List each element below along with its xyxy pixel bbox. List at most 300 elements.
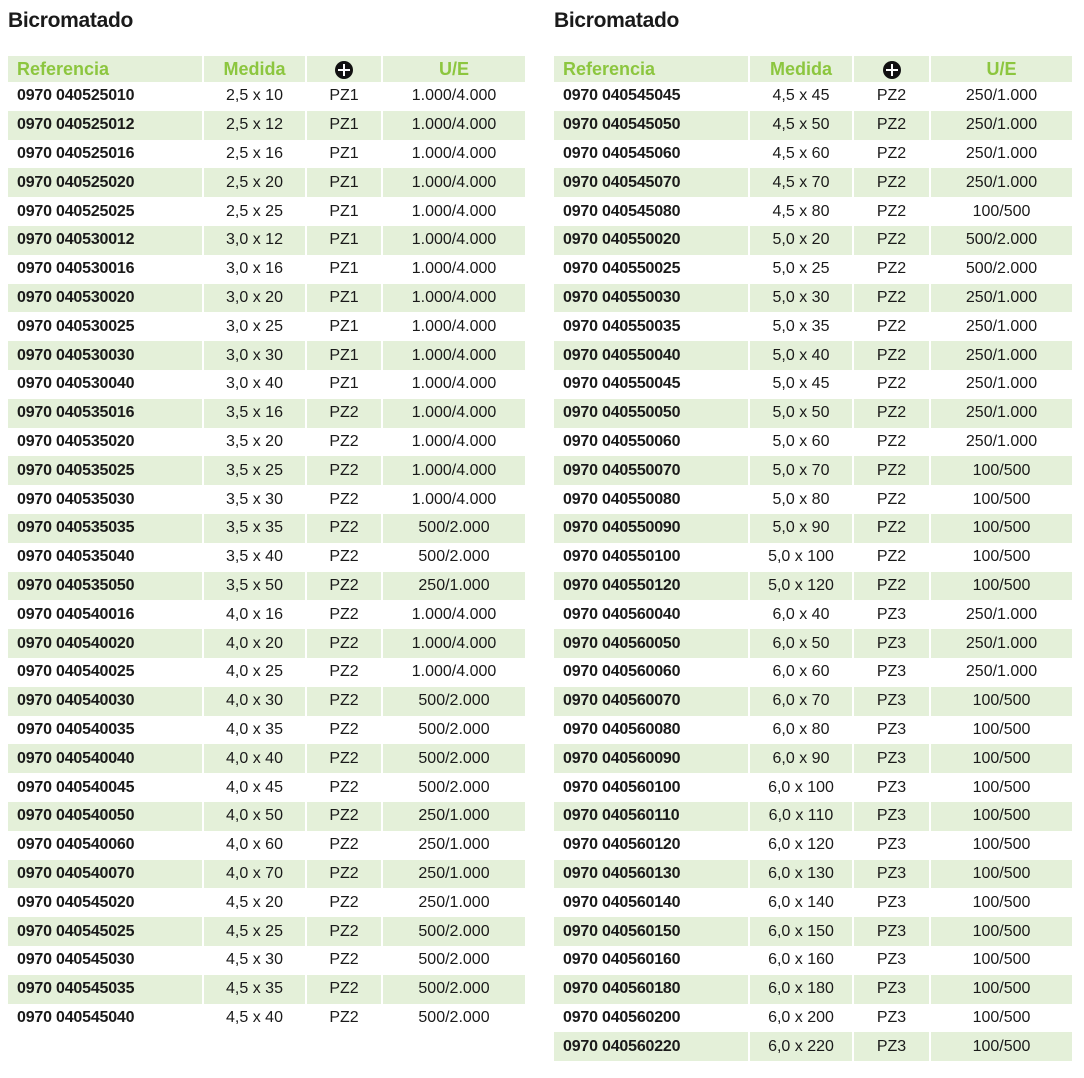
medida-cell: 5,0 x 20 [749,226,853,255]
medida-cell: 6,0 x 100 [749,773,853,802]
table-row [554,1004,1072,1033]
table-row [8,456,525,485]
table-row [554,111,1072,140]
ue-cell: 100/500 [972,202,1031,220]
ref-cell: 0970 040550025 [554,255,749,284]
table-row [8,946,525,975]
medida-cell: 4,0 x 25 [203,658,306,687]
ue-cell: 1.000/4.000 [411,490,497,508]
drive-cell: PZ2 [306,687,382,716]
table-row [554,687,1072,716]
ue-cell: 100/500 [930,802,1072,831]
table-row [554,860,1072,889]
ue-cell: 500/2.000 [965,260,1038,278]
table-row [8,572,525,601]
medida-cell: 4,0 x 16 [203,600,306,629]
ue-cell: 250/1.000 [930,284,1072,313]
ue-cell: 250/1.000 [418,893,490,911]
table-row [8,341,525,370]
ue-cell: 1.000/4.000 [411,317,497,335]
medida-cell: 4,5 x 70 [749,168,853,197]
medida-cell: 3,5 x 35 [203,514,306,543]
table-row [8,1004,525,1033]
product-table [8,56,525,1032]
ref-cell: 0970 040525020 [8,168,203,197]
ue-cell: 100/500 [972,893,1031,911]
drive-cell: PZ2 [853,543,930,572]
drive-cell: PZ2 [306,831,382,860]
drive-cell: PZ2 [306,629,382,658]
table-row [8,140,525,169]
drive-cell: PZ3 [853,946,930,975]
drive-cell: PZ2 [853,485,930,514]
table-row [554,888,1072,917]
medida-cell: 2,5 x 12 [203,111,306,140]
table-row [8,370,525,399]
medida-cell: 4,5 x 20 [203,888,306,917]
medida-cell: 6,0 x 160 [749,946,853,975]
medida-cell: 5,0 x 80 [749,485,853,514]
ue-cell: 500/2.000 [418,720,490,738]
ref-cell: 0970 040535030 [8,485,203,514]
table-row [554,82,1072,111]
ref-cell: 0970 040540045 [8,773,203,802]
ue-cell: 100/500 [972,836,1031,854]
ref-cell: 0970 040550020 [554,226,749,255]
medida-cell: 5,0 x 100 [749,543,853,572]
ref-cell: 0970 040540050 [8,802,203,831]
medida-cell: 3,5 x 20 [203,428,306,457]
table-row [554,975,1072,1004]
table-row [554,428,1072,457]
medida-cell: 3,0 x 25 [203,312,306,341]
table-row [554,456,1072,485]
drive-cell: PZ2 [853,197,930,226]
drive-cell: PZ2 [306,428,382,457]
ref-cell: 0970 040560200 [554,1004,749,1033]
ue-cell: 500/2.000 [382,687,525,716]
drive-cell: PZ2 [306,946,382,975]
table-row [8,514,525,543]
ue-cell: 100/500 [972,1008,1031,1026]
left-section [8,0,525,1032]
ref-cell: 0970 040535016 [8,399,203,428]
drive-cell: PZ2 [853,456,930,485]
ue-cell: 250/1.000 [382,572,525,601]
ref-cell: 0970 040530020 [8,284,203,313]
drive-cell: PZ2 [306,399,382,428]
drive-cell: PZ2 [853,428,930,457]
table-row [554,226,1072,255]
ref-cell: 0970 040550120 [554,572,749,601]
table-row [8,917,525,946]
medida-cell: 6,0 x 120 [749,831,853,860]
drive-cell: PZ1 [306,370,382,399]
drive-cell: PZ3 [853,860,930,889]
table-row [8,658,525,687]
ue-cell: 1.000/4.000 [382,226,525,255]
drive-cell: PZ2 [853,226,930,255]
ref-cell: 0970 040545045 [554,82,749,111]
medida-cell: 3,0 x 12 [203,226,306,255]
medida-cell: 4,0 x 20 [203,629,306,658]
table-row [8,226,525,255]
ue-cell: 1.000/4.000 [411,260,497,278]
table-row [554,312,1072,341]
table-row [554,284,1072,313]
drive-cell: PZ2 [306,572,382,601]
drive-cell: PZ1 [306,312,382,341]
table-row [554,572,1072,601]
table-row [554,197,1072,226]
section-title: Bicromatado [8,9,134,32]
table-row [8,284,525,313]
ref-cell: 0970 040560050 [554,629,749,658]
ref-cell: 0970 040540035 [8,716,203,745]
drive-cell: PZ3 [853,975,930,1004]
ref-cell: 0970 040535020 [8,428,203,457]
medida-cell: 6,0 x 150 [749,917,853,946]
ue-cell: 250/1.000 [965,605,1038,623]
drive-cell: PZ3 [853,716,930,745]
table-row [8,485,525,514]
drive-cell: PZ2 [853,370,930,399]
table-row [554,629,1072,658]
product-table [554,56,1072,1061]
drive-cell: PZ3 [853,831,930,860]
ue-cell: 100/500 [930,572,1072,601]
medida-cell: 6,0 x 220 [749,1032,853,1061]
ref-cell: 0970 040560040 [554,600,749,629]
drive-cell: PZ3 [853,917,930,946]
ue-cell: 500/2.000 [382,975,525,1004]
ref-cell: 0970 040540070 [8,860,203,889]
ue-cell: 500/2.000 [418,548,490,566]
header-drive [853,56,930,82]
drive-cell: PZ1 [306,140,382,169]
medida-cell: 3,0 x 16 [203,255,306,284]
ref-cell: 0970 040525012 [8,111,203,140]
ref-cell: 0970 040545070 [554,168,749,197]
medida-cell: 6,0 x 80 [749,716,853,745]
ref-cell: 0970 040560180 [554,975,749,1004]
ue-cell: 100/500 [930,744,1072,773]
drive-cell: PZ2 [853,572,930,601]
table-row [554,543,1072,572]
ref-cell: 0970 040525025 [8,197,203,226]
table-header-row [8,56,525,82]
table-row [8,716,525,745]
header-medida: Medida [749,56,853,82]
ue-cell: 1.000/4.000 [411,144,497,162]
table-row [8,629,525,658]
phillips-cross-icon [883,61,901,79]
drive-cell: PZ3 [853,802,930,831]
medida-cell: 3,5 x 40 [203,543,306,572]
ref-cell: 0970 040535040 [8,543,203,572]
drive-cell: PZ1 [306,255,382,284]
ue-cell: 500/2.000 [418,951,490,969]
ue-cell: 500/2.000 [930,226,1072,255]
medida-cell: 3,5 x 25 [203,456,306,485]
ref-cell: 0970 040560060 [554,658,749,687]
medida-cell: 4,0 x 50 [203,802,306,831]
drive-cell: PZ2 [853,82,930,111]
drive-cell: PZ3 [853,1004,930,1033]
ue-cell: 1.000/4.000 [411,663,497,681]
ue-cell: 100/500 [930,1032,1072,1061]
drive-cell: PZ2 [853,111,930,140]
medida-cell: 5,0 x 120 [749,572,853,601]
ref-cell: 0970 040540025 [8,658,203,687]
drive-cell: PZ2 [306,716,382,745]
ref-cell: 0970 040540020 [8,629,203,658]
medida-cell: 3,5 x 16 [203,399,306,428]
drive-cell: PZ2 [853,168,930,197]
table-row [554,773,1072,802]
medida-cell: 5,0 x 60 [749,428,853,457]
medida-cell: 4,5 x 25 [203,917,306,946]
medida-cell: 5,0 x 35 [749,312,853,341]
ref-cell: 0970 040535050 [8,572,203,601]
ref-cell: 0970 040530016 [8,255,203,284]
table-row [8,860,525,889]
medida-cell: 6,0 x 90 [749,744,853,773]
ref-cell: 0970 040560160 [554,946,749,975]
ref-cell: 0970 040525010 [8,82,203,111]
drive-cell: PZ2 [306,860,382,889]
medida-cell: 2,5 x 16 [203,140,306,169]
ref-cell: 0970 040545040 [8,1004,203,1033]
phillips-cross-icon [335,61,353,79]
ue-cell: 250/1.000 [930,629,1072,658]
ref-cell: 0970 040545060 [554,140,749,169]
drive-cell: PZ1 [306,341,382,370]
ue-cell: 100/500 [930,514,1072,543]
ref-cell: 0970 040545080 [554,197,749,226]
medida-cell: 6,0 x 70 [749,687,853,716]
table-row [554,140,1072,169]
table-row [8,82,525,111]
ue-cell: 250/1.000 [930,168,1072,197]
ue-cell: 250/1.000 [930,399,1072,428]
table-row [554,168,1072,197]
ue-cell: 100/500 [930,975,1072,1004]
table-row [8,197,525,226]
medida-cell: 5,0 x 45 [749,370,853,399]
ref-cell: 0970 040545035 [8,975,203,1004]
table-row [554,255,1072,284]
ue-cell: 250/1.000 [930,341,1072,370]
ue-cell: 500/2.000 [382,917,525,946]
medida-cell: 4,0 x 30 [203,687,306,716]
table-row [554,1032,1072,1061]
medida-cell: 2,5 x 25 [203,197,306,226]
ref-cell: 0970 040530012 [8,226,203,255]
medida-cell: 6,0 x 110 [749,802,853,831]
drive-cell: PZ1 [306,168,382,197]
drive-cell: PZ2 [853,312,930,341]
ue-cell: 500/2.000 [382,744,525,773]
table-row [8,399,525,428]
table-row [8,255,525,284]
drive-cell: PZ2 [306,514,382,543]
medida-cell: 5,0 x 25 [749,255,853,284]
table-row [554,514,1072,543]
medida-cell: 5,0 x 70 [749,456,853,485]
ue-cell: 1.000/4.000 [411,605,497,623]
ref-cell: 0970 040560150 [554,917,749,946]
medida-cell: 6,0 x 130 [749,860,853,889]
medida-cell: 5,0 x 50 [749,399,853,428]
ref-cell: 0970 040560120 [554,831,749,860]
ue-cell: 250/1.000 [418,836,490,854]
header-medida: Medida [203,56,306,82]
medida-cell: 5,0 x 90 [749,514,853,543]
drive-cell: PZ3 [853,888,930,917]
medida-cell: 6,0 x 40 [749,600,853,629]
ref-cell: 0970 040560080 [554,716,749,745]
ue-cell: 250/1.000 [965,87,1038,105]
ue-cell: 500/2.000 [418,1008,490,1026]
medida-cell: 4,5 x 30 [203,946,306,975]
section-title: Bicromatado [554,9,680,32]
drive-cell: PZ2 [306,1004,382,1033]
medida-cell: 3,0 x 20 [203,284,306,313]
drive-cell: PZ3 [853,600,930,629]
header-referencia: Referencia [554,56,749,82]
ue-cell: 1.000/4.000 [382,168,525,197]
ref-cell: 0970 040540030 [8,687,203,716]
drive-cell: PZ2 [853,399,930,428]
ue-cell: 1.000/4.000 [382,341,525,370]
ue-cell: 100/500 [930,860,1072,889]
drive-cell: PZ3 [853,687,930,716]
ref-cell: 0970 040545030 [8,946,203,975]
drive-cell: PZ2 [306,485,382,514]
drive-cell: PZ2 [306,543,382,572]
drive-cell: PZ3 [853,1032,930,1061]
ue-cell: 100/500 [972,720,1031,738]
table-row [8,687,525,716]
ue-cell: 1.000/4.000 [411,202,497,220]
ref-cell: 0970 040530040 [8,370,203,399]
table-row [8,802,525,831]
drive-cell: PZ2 [306,658,382,687]
table-row [8,428,525,457]
table-row [8,744,525,773]
medida-cell: 6,0 x 180 [749,975,853,1004]
table-row [554,341,1072,370]
drive-cell: PZ2 [853,140,930,169]
medida-cell: 6,0 x 200 [749,1004,853,1033]
drive-cell: PZ2 [306,744,382,773]
ue-cell: 1.000/4.000 [382,399,525,428]
ref-cell: 0970 040540040 [8,744,203,773]
table-row [8,600,525,629]
drive-cell: PZ1 [306,82,382,111]
table-row [554,917,1072,946]
ue-cell: 250/1.000 [965,432,1038,450]
right-section [554,0,1072,1061]
medida-cell: 2,5 x 10 [203,82,306,111]
medida-cell: 6,0 x 140 [749,888,853,917]
drive-cell: PZ2 [853,284,930,313]
ref-cell: 0970 040550090 [554,514,749,543]
table-row [8,312,525,341]
medida-cell: 5,0 x 40 [749,341,853,370]
ref-cell: 0970 040550100 [554,543,749,572]
ref-cell: 0970 040560220 [554,1032,749,1061]
table-row [8,543,525,572]
ue-cell: 100/500 [930,456,1072,485]
table-row [8,975,525,1004]
ue-cell: 1.000/4.000 [382,629,525,658]
ue-cell: 250/1.000 [965,375,1038,393]
drive-cell: PZ2 [306,888,382,917]
medida-cell: 2,5 x 20 [203,168,306,197]
ref-cell: 0970 040560140 [554,888,749,917]
drive-cell: PZ1 [306,284,382,313]
table-row [8,831,525,860]
ue-cell: 500/2.000 [382,514,525,543]
medida-cell: 4,5 x 40 [203,1004,306,1033]
table-row [554,600,1072,629]
drive-cell: PZ2 [853,341,930,370]
drive-cell: PZ2 [306,975,382,1004]
table-row [554,831,1072,860]
ref-cell: 0970 040525016 [8,140,203,169]
header-drive [306,56,382,82]
ref-cell: 0970 040550035 [554,312,749,341]
medida-cell: 6,0 x 50 [749,629,853,658]
medida-cell: 5,0 x 30 [749,284,853,313]
ue-cell: 100/500 [930,917,1072,946]
ref-cell: 0970 040545020 [8,888,203,917]
ue-cell: 100/500 [972,490,1031,508]
table-row [8,111,525,140]
ue-cell: 250/1.000 [965,144,1038,162]
ref-cell: 0970 040535035 [8,514,203,543]
ref-cell: 0970 040550030 [554,284,749,313]
ref-cell: 0970 040560130 [554,860,749,889]
drive-cell: PZ2 [306,917,382,946]
medida-cell: 3,0 x 40 [203,370,306,399]
table-row [554,485,1072,514]
drive-cell: PZ2 [306,773,382,802]
drive-cell: PZ3 [853,658,930,687]
ref-cell: 0970 040530025 [8,312,203,341]
ref-cell: 0970 040540060 [8,831,203,860]
drive-cell: PZ1 [306,197,382,226]
drive-cell: PZ3 [853,629,930,658]
header-referencia: Referencia [8,56,203,82]
table-row [554,658,1072,687]
ref-cell: 0970 040560090 [554,744,749,773]
ue-cell: 100/500 [930,687,1072,716]
medida-cell: 4,5 x 80 [749,197,853,226]
ue-cell: 250/1.000 [382,802,525,831]
ref-cell: 0970 040560100 [554,773,749,802]
ue-cell: 100/500 [972,951,1031,969]
drive-cell: PZ3 [853,744,930,773]
medida-cell: 4,5 x 35 [203,975,306,1004]
drive-cell: PZ1 [306,111,382,140]
table-row [8,168,525,197]
ue-cell: 1.000/4.000 [382,456,525,485]
drive-cell: PZ1 [306,226,382,255]
table-row [8,773,525,802]
